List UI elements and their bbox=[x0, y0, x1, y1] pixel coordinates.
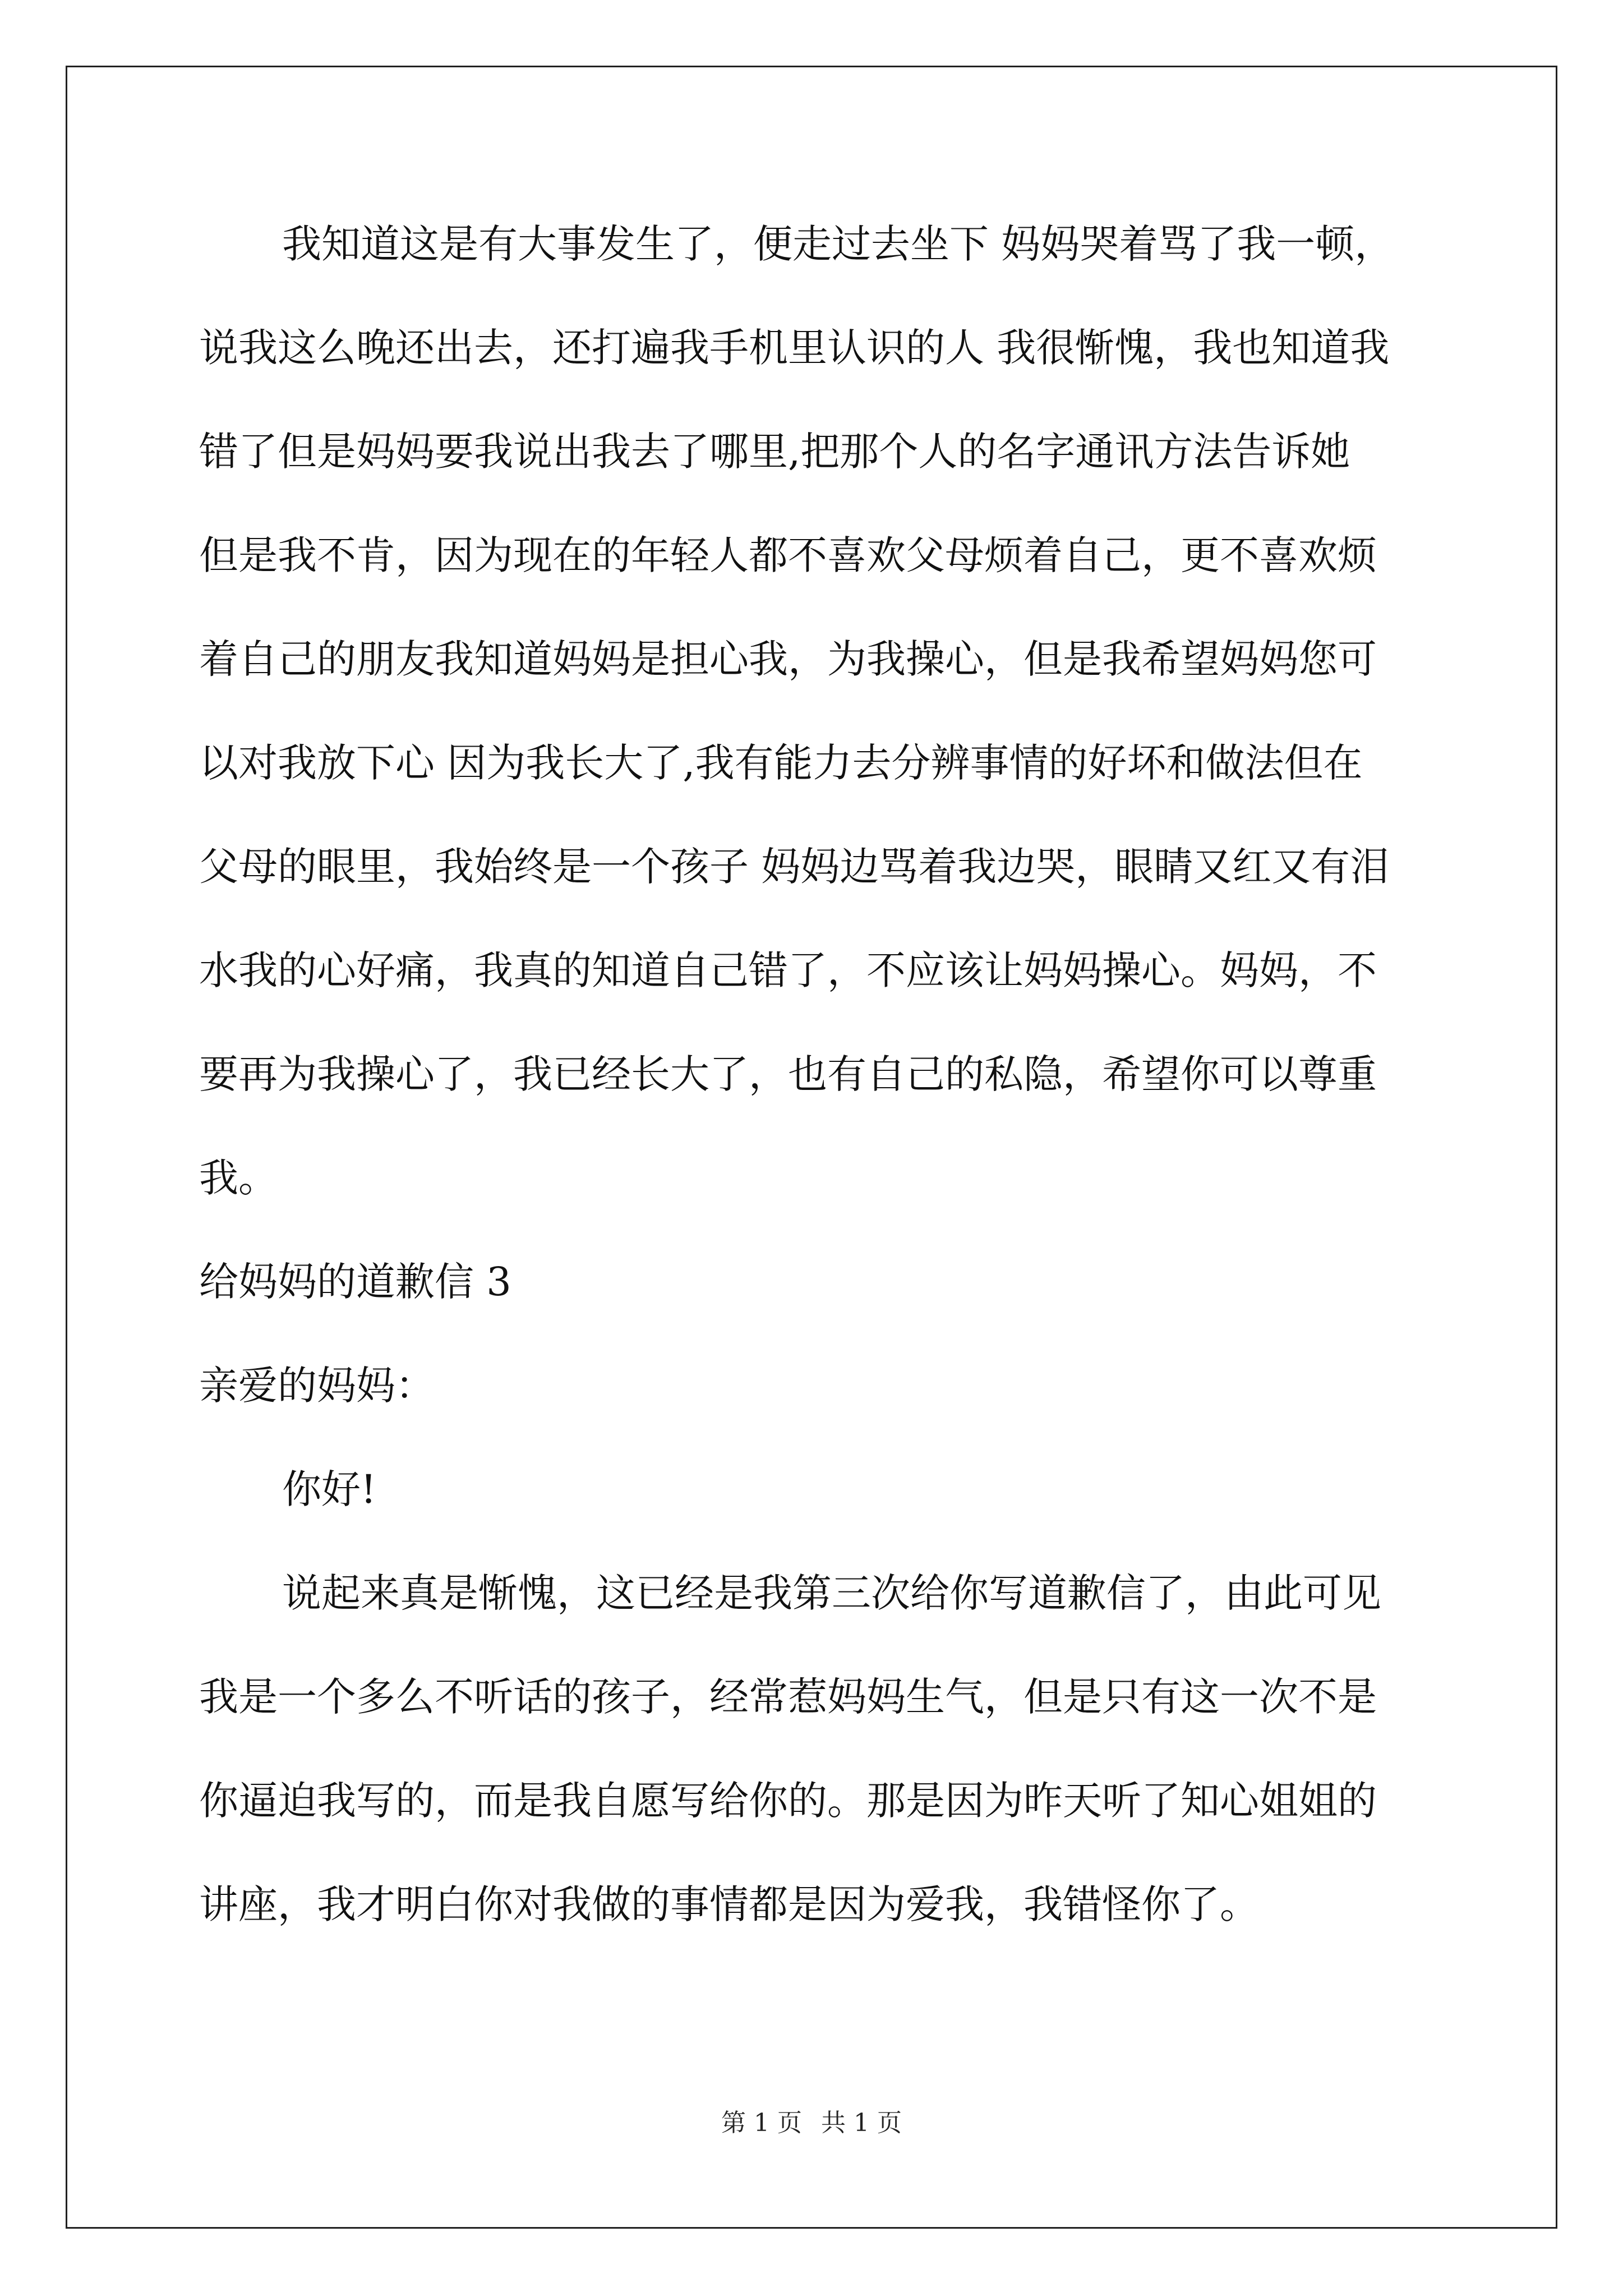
page-number: 第 1 页 bbox=[721, 2109, 802, 2137]
page-total: 共 1 页 bbox=[821, 2109, 902, 2137]
paragraph-line: 父母的眼里，我始终是一个孩子 妈妈边骂着我边哭，眼睛又红又有泪 bbox=[199, 844, 1390, 890]
paragraph-line: 要再为我操心了，我已经长大了，也有自己的私隐，希望你可以尊重 bbox=[199, 1051, 1377, 1097]
salutation: 亲爱的妈妈： bbox=[199, 1363, 435, 1409]
paragraph-line: 我知道这是有大事发生了，便走过去坐下 妈妈哭着骂了我一顿， bbox=[282, 221, 1394, 267]
paragraph-line: 说我这么晚还出去，还打遍我手机里认识的人 我很惭愧，我也知道我 bbox=[199, 325, 1390, 371]
paragraph-line: 你逼迫我写的，而是我自愿写给你的。那是因为昨天听了知心姐姐的 bbox=[199, 1778, 1377, 1824]
paragraph-line: 讲座，我才明白你对我做的事情都是因为爱我，我错怪你了。 bbox=[199, 1881, 1259, 1927]
greeting: 你好! bbox=[282, 1466, 377, 1512]
paragraph-line: 着自己的朋友我知道妈妈是担心我，为我操心，但是我希望妈妈您可 bbox=[199, 636, 1377, 682]
paragraph-line: 水我的心好痛，我真的知道自己错了，不应该让妈妈操心。妈妈，不 bbox=[199, 947, 1377, 993]
paragraph-line: 错了但是妈妈要我说出我去了哪里,把那个人的名字通讯方法告诉她 bbox=[199, 429, 1350, 475]
page-footer bbox=[0, 2106, 1623, 2140]
paragraph-line: 我。 bbox=[199, 1155, 278, 1201]
paragraph-line: 但是我不肯，因为现在的年轻人都不喜欢父母烦着自己，更不喜欢烦 bbox=[199, 532, 1377, 578]
paragraph-line: 我是一个多么不听话的孩子，经常惹妈妈生气，但是只有这一次不是 bbox=[199, 1674, 1377, 1720]
paragraph-line: 以对我放下心 因为我长大了,我有能力去分辨事情的好坏和做法但在 bbox=[199, 740, 1363, 786]
paragraph-line: 说起来真是惭愧，这已经是我第三次给你写道歉信了，由此可见 bbox=[282, 1570, 1381, 1616]
section-title: 给妈妈的道歉信 3 bbox=[199, 1259, 511, 1305]
